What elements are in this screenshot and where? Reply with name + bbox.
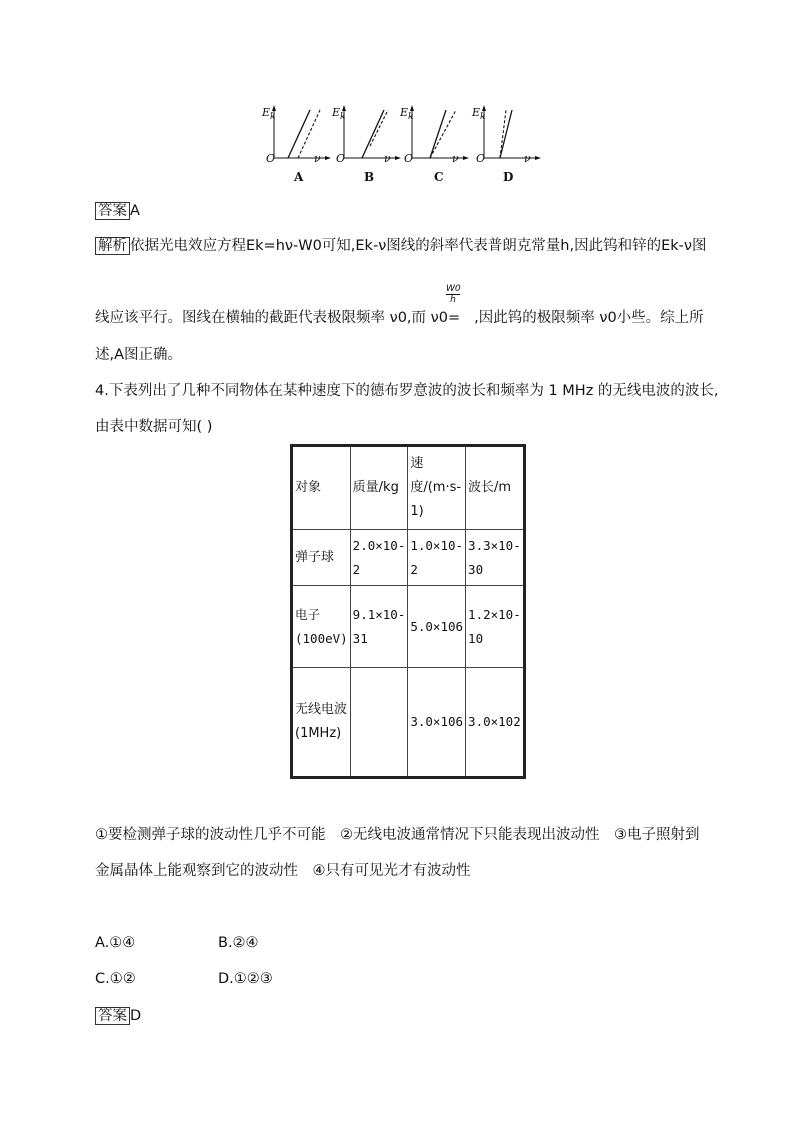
graph-c [410, 105, 469, 160]
cell-wavelength: 3.3×10-30 [466, 530, 525, 586]
header-object: 对象 [292, 446, 351, 530]
graph-a-origin: O [266, 152, 276, 165]
analysis-line-2: 线应该平行。图线在横轴的截距代表极限频率 ν0,而 ν0= ,因此钨的极限频率 ν0小些。综上所 [95, 310, 704, 326]
table-row [292, 530, 525, 586]
cell-mass [350, 668, 408, 778]
data-table [290, 444, 526, 779]
cell-object: 无线电波(1MHz) [292, 668, 351, 778]
graph-c-y-label: $E_k$ [400, 106, 414, 123]
table-header-row [292, 446, 525, 530]
analysis-tag: 解析 [95, 237, 130, 255]
cell-speed: 1.0×10-2 [408, 530, 466, 586]
cell-speed: 3.0×106 [408, 668, 466, 778]
cell-object: 弹子球 [292, 530, 351, 586]
answer-2 [95, 1005, 141, 1027]
graph-d-origin: O [476, 152, 486, 165]
question-4-line-2: 由表中数据可知( ) [95, 419, 213, 435]
header-speed: 速度/(m·s-1) [408, 446, 466, 530]
cell-mass: 2.0×10-2 [350, 530, 408, 586]
answer-tag: 答案 [95, 202, 130, 220]
graph-b-y-label: $E_k$ [332, 106, 346, 123]
option-d: D.①②③ [218, 971, 273, 987]
question-4-line-1: 4.下表列出了几种不同物体在某种速度下的德布罗意波的波长和频率为 1 MHz 的无线电波的波长, [95, 383, 719, 399]
statements-line-2: 金属晶体上能观察到它的波动性 ④只有可见光才有波动性 [95, 863, 471, 879]
graph-c-x-label: ν [452, 152, 459, 165]
graph-d [482, 105, 541, 160]
graph-label-c: C [434, 170, 444, 184]
option-c: C.①② [95, 971, 136, 987]
analysis-line-1: 解析 依据光电效应方程Ek=hν-W0可知,Ek-ν图线的斜率代表普朗克常量h,因此钨和锌的Ek-ν图 [95, 235, 706, 257]
graph-b-x-label: ν [384, 152, 391, 165]
statements-line-1: ①要检测弹子球的波动性几乎不可能 ②无线电波通常情况下只能表现出波动性 ③电子照射到 [95, 827, 700, 843]
option-b: B.②④ [218, 935, 259, 951]
graph-a-y-label: $E_k$ [262, 106, 276, 123]
table-row [292, 586, 525, 668]
graph-d-y-label: $E_k$ [472, 106, 486, 123]
cell-object: 电子(100eV) [292, 586, 351, 668]
answer-1 [95, 200, 140, 222]
graph-label-d: D [503, 170, 514, 184]
header-wavelength: 波长/m [466, 446, 525, 530]
answer-value: A [130, 203, 140, 219]
graph-b [342, 105, 401, 160]
table-row [292, 668, 525, 778]
graph-label-a: A [294, 170, 304, 184]
cell-wavelength: 3.0×102 [466, 668, 525, 778]
graph-label-b: B [364, 170, 375, 184]
analysis-line-3: 述,A图正确。 [95, 347, 183, 363]
graph-c-origin: O [404, 152, 414, 165]
fraction-numerator: W0 [446, 284, 461, 294]
graph-a [272, 105, 331, 160]
graph-b-origin: O [336, 152, 346, 165]
cell-mass: 9.1×10-31 [350, 586, 408, 668]
graph-d-x-label: ν [524, 152, 531, 165]
fraction [446, 284, 460, 305]
answer-tag: 答案 [95, 1007, 130, 1025]
answer-value: D [130, 1008, 142, 1024]
cell-wavelength: 1.2×10-10 [466, 586, 525, 668]
cell-speed: 5.0×106 [408, 586, 466, 668]
graph-a-x-label: ν [314, 152, 321, 165]
header-mass: 质量/kg [350, 446, 408, 530]
option-a: A.①④ [95, 935, 136, 951]
fraction-denominator: h [446, 294, 460, 305]
